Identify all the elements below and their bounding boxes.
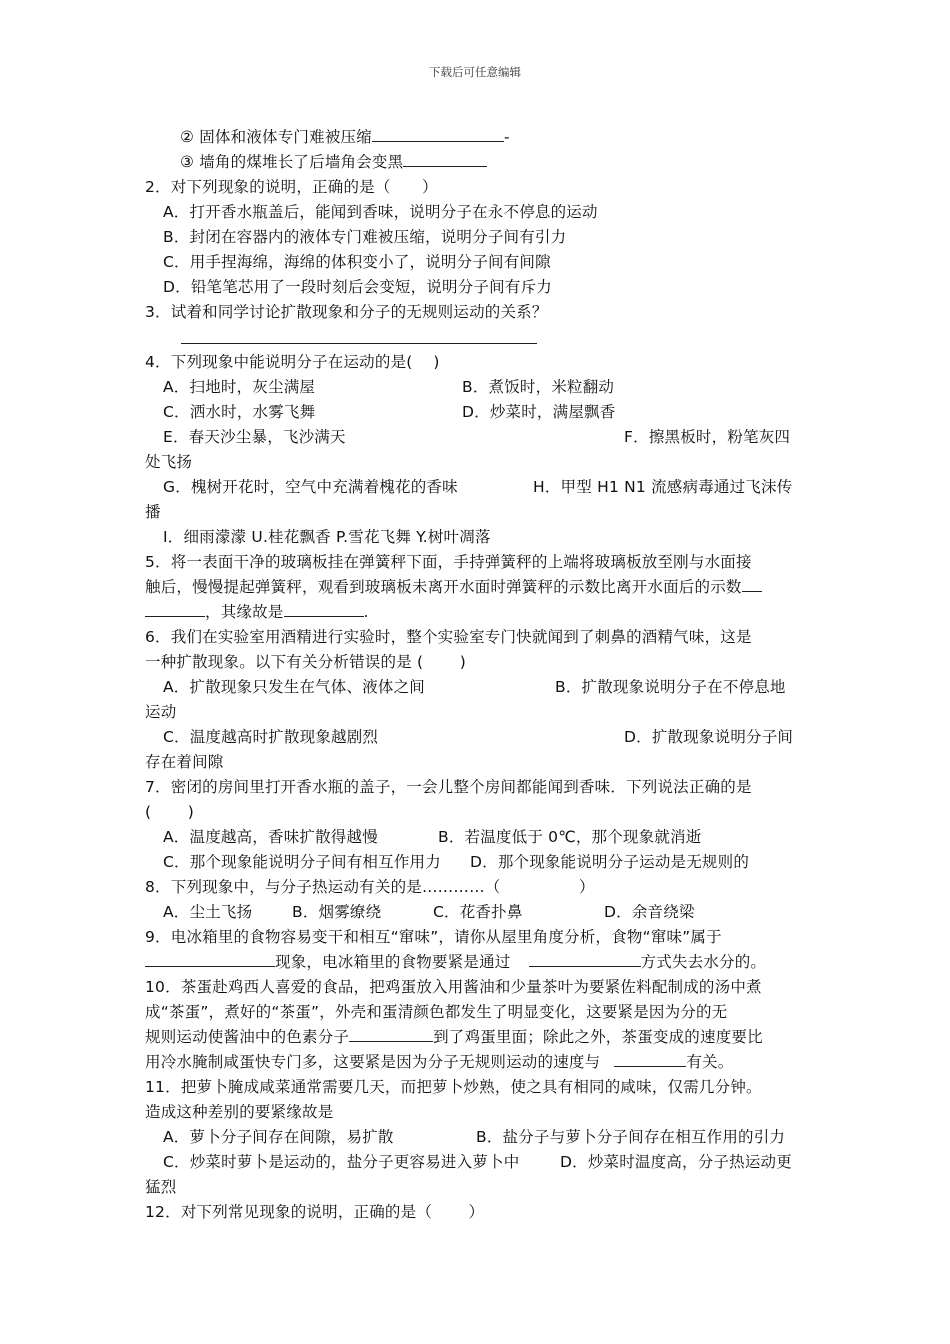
q7-option-d: D．那个现象能说明分子运动是无规则的: [470, 853, 750, 871]
q4-option-h: H．甲型 H1 N1 流感病毒通过飞沫传: [533, 478, 793, 496]
q4-option-i: I．细雨濛濛 U.桂花飘香 P.雪花飞舞 Y.树叶凋落: [163, 528, 491, 546]
q1-item-3: ③ 墙角的煤堆长了后墙角会变黑: [180, 152, 487, 172]
answer-blank[interactable]: [145, 602, 205, 617]
q4-stem: 4．下列现象中能说明分子在运动的是( ): [145, 353, 440, 371]
q8-option-c: C．花香扑鼻: [433, 903, 523, 921]
answer-blank[interactable]: [284, 602, 364, 617]
q4-option-f-cont: 处飞扬: [145, 453, 193, 471]
q11-option-d-cont: 猛烈: [145, 1178, 177, 1196]
answer-line[interactable]: [181, 343, 537, 344]
q1-item-2: ② 固体和液体专门难被压缩 -: [180, 128, 510, 146]
q10-line-3: 规则运动使酱油中的色素分子 到了鸡蛋里面；除此之外，茶蛋变成的速度要比: [145, 1028, 763, 1046]
q11-line-2: 造成这种差别的要紧缘故是: [145, 1103, 334, 1121]
q5-line-2: 触后，慢慢提起弹簧秤，观看到玻璃板未离开水面时弹簧秤的示数比离开水面后的示数: [145, 577, 762, 597]
q5-line-1: 5．将一表面干净的玻璃板挂在弹簧秤下面，手持弹簧秤的上端将玻璃板放至刚与水面接: [145, 553, 752, 571]
answer-blank[interactable]: [372, 127, 504, 142]
q9-line-2: 现象，电冰箱里的食物要紧是通过 方式失去水分的。: [145, 952, 766, 972]
q2-option-a: A．打开香水瓶盖后，能闻到香味，说明分子在永不停息的运动: [163, 203, 598, 221]
q9-line-1: 9．电冰箱里的食物容易变干和相互“窜味”，请你从屋里角度分析，食物“窜味”属于: [145, 928, 722, 946]
q11-option-a: A．萝卜分子间存在间隙，易扩散: [163, 1128, 394, 1146]
q2-stem: 2．对下列现象的说明，正确的是（ ）: [145, 178, 438, 196]
q10-line-1: 10．茶蛋赴鸡西人喜爱的食品，把鸡蛋放入用酱油和少量茶叶为要紧佐料配制成的汤中煮: [145, 978, 762, 996]
q10-line-2: 成“茶蛋”，煮好的“茶蛋”，外壳和蛋清颜色都发生了明显变化，这要紧是因为分的无: [145, 1003, 728, 1021]
q6-option-b-cont: 运动: [145, 703, 177, 721]
q11-line-1: 11．把萝卜腌成咸菜通常需要几天，而把萝卜炒熟，使之具有相同的咸味，仅需几分钟。: [145, 1078, 762, 1096]
q10-line-4: 用冷水腌制咸蛋快专门多，这要紧是因为分子无规则运动的速度与 有关。: [145, 1053, 734, 1071]
q4-option-g: G．槐树开花时，空气中充满着槐花的香味: [163, 478, 458, 496]
q6-line-1: 6．我们在实验室用酒精进行实验时，整个实验室专门快就闻到了刺鼻的酒精气味，这是: [145, 628, 752, 646]
answer-blank[interactable]: [742, 577, 762, 592]
q8-option-b: B．烟雾缭绕: [292, 903, 382, 921]
q7-line-1: 7．密闭的房间里打开香水瓶的盖子，一会儿整个房间都能闻到香味．下列说法正确的是: [145, 778, 752, 796]
q3-stem: 3．试着和同学讨论扩散现象和分子的无规则运动的关系？: [145, 303, 548, 321]
page-header: 下载后可任意编辑: [429, 65, 521, 79]
q12-stem: 12．对下列常见现象的说明，正确的是（ ）: [145, 1203, 485, 1221]
q7-option-b: B．若温度低于 0℃，那个现象就消逝: [438, 828, 702, 846]
q2-option-d: D．铅笔笔芯用了一段时刻后会变短，说明分子间有斥力: [163, 278, 552, 296]
answer-blank[interactable]: [145, 952, 275, 967]
q4-option-h-cont: 播: [145, 503, 161, 521]
answer-blank[interactable]: [529, 952, 641, 967]
answer-blank[interactable]: [403, 152, 487, 167]
q6-option-a: A．扩散现象只发生在气体、液体之间: [163, 678, 426, 696]
q4-option-e: E．春天沙尘暴，飞沙满天: [163, 428, 346, 446]
q4-option-d: D．炒菜时，满屋飘香: [462, 403, 616, 421]
q2-option-b: B．封闭在容器内的液体专门难被压缩，说明分子间有引力: [163, 228, 567, 246]
q2-option-c: C．用手捏海绵，海绵的体积变小了，说明分子间有间隙: [163, 253, 551, 271]
q4-option-a: A．扫地时，灰尘满屋: [163, 378, 316, 396]
q11-option-c: C．炒菜时萝卜是运动的，盐分子更容易进入萝卜中: [163, 1153, 520, 1171]
q7-option-c: C．那个现象能说明分子间有相互作用力: [163, 853, 441, 871]
q4-option-b: B．煮饭时，米粒翻动: [462, 378, 615, 396]
q7-line-2: ( ): [145, 803, 195, 821]
q6-line-2: 一种扩散现象。以下有关分析错误的是 ( ): [145, 653, 467, 671]
q6-option-d-cont: 存在着间隙: [145, 753, 224, 771]
q4-option-f: F．擦黑板时，粉笔灰四: [624, 428, 791, 446]
q8-option-d: D．余音绕梁: [604, 903, 695, 921]
q4-option-c: C．洒水时，水雾飞舞: [163, 403, 316, 421]
q11-option-d: D．炒菜时温度高，分子热运动更: [560, 1153, 792, 1171]
answer-blank[interactable]: [349, 1027, 433, 1042]
answer-blank[interactable]: [614, 1052, 686, 1067]
q11-option-b: B．盐分子与萝卜分子间存在相互作用的引力: [476, 1128, 786, 1146]
q8-stem: 8．下列现象中，与分子热运动有关的是…………（ ）: [145, 878, 595, 896]
q6-option-d: D．扩散现象说明分子间: [624, 728, 794, 746]
q7-option-a: A．温度越高，香味扩散得越慢: [163, 828, 378, 846]
q8-option-a: A．尘土飞扬: [163, 903, 253, 921]
q5-line-3: ，其缘故是 .: [145, 602, 369, 622]
q6-option-b: B．扩散现象说明分子在不停息地: [555, 678, 786, 696]
q6-option-c: C．温度越高时扩散现象越剧烈: [163, 728, 379, 746]
